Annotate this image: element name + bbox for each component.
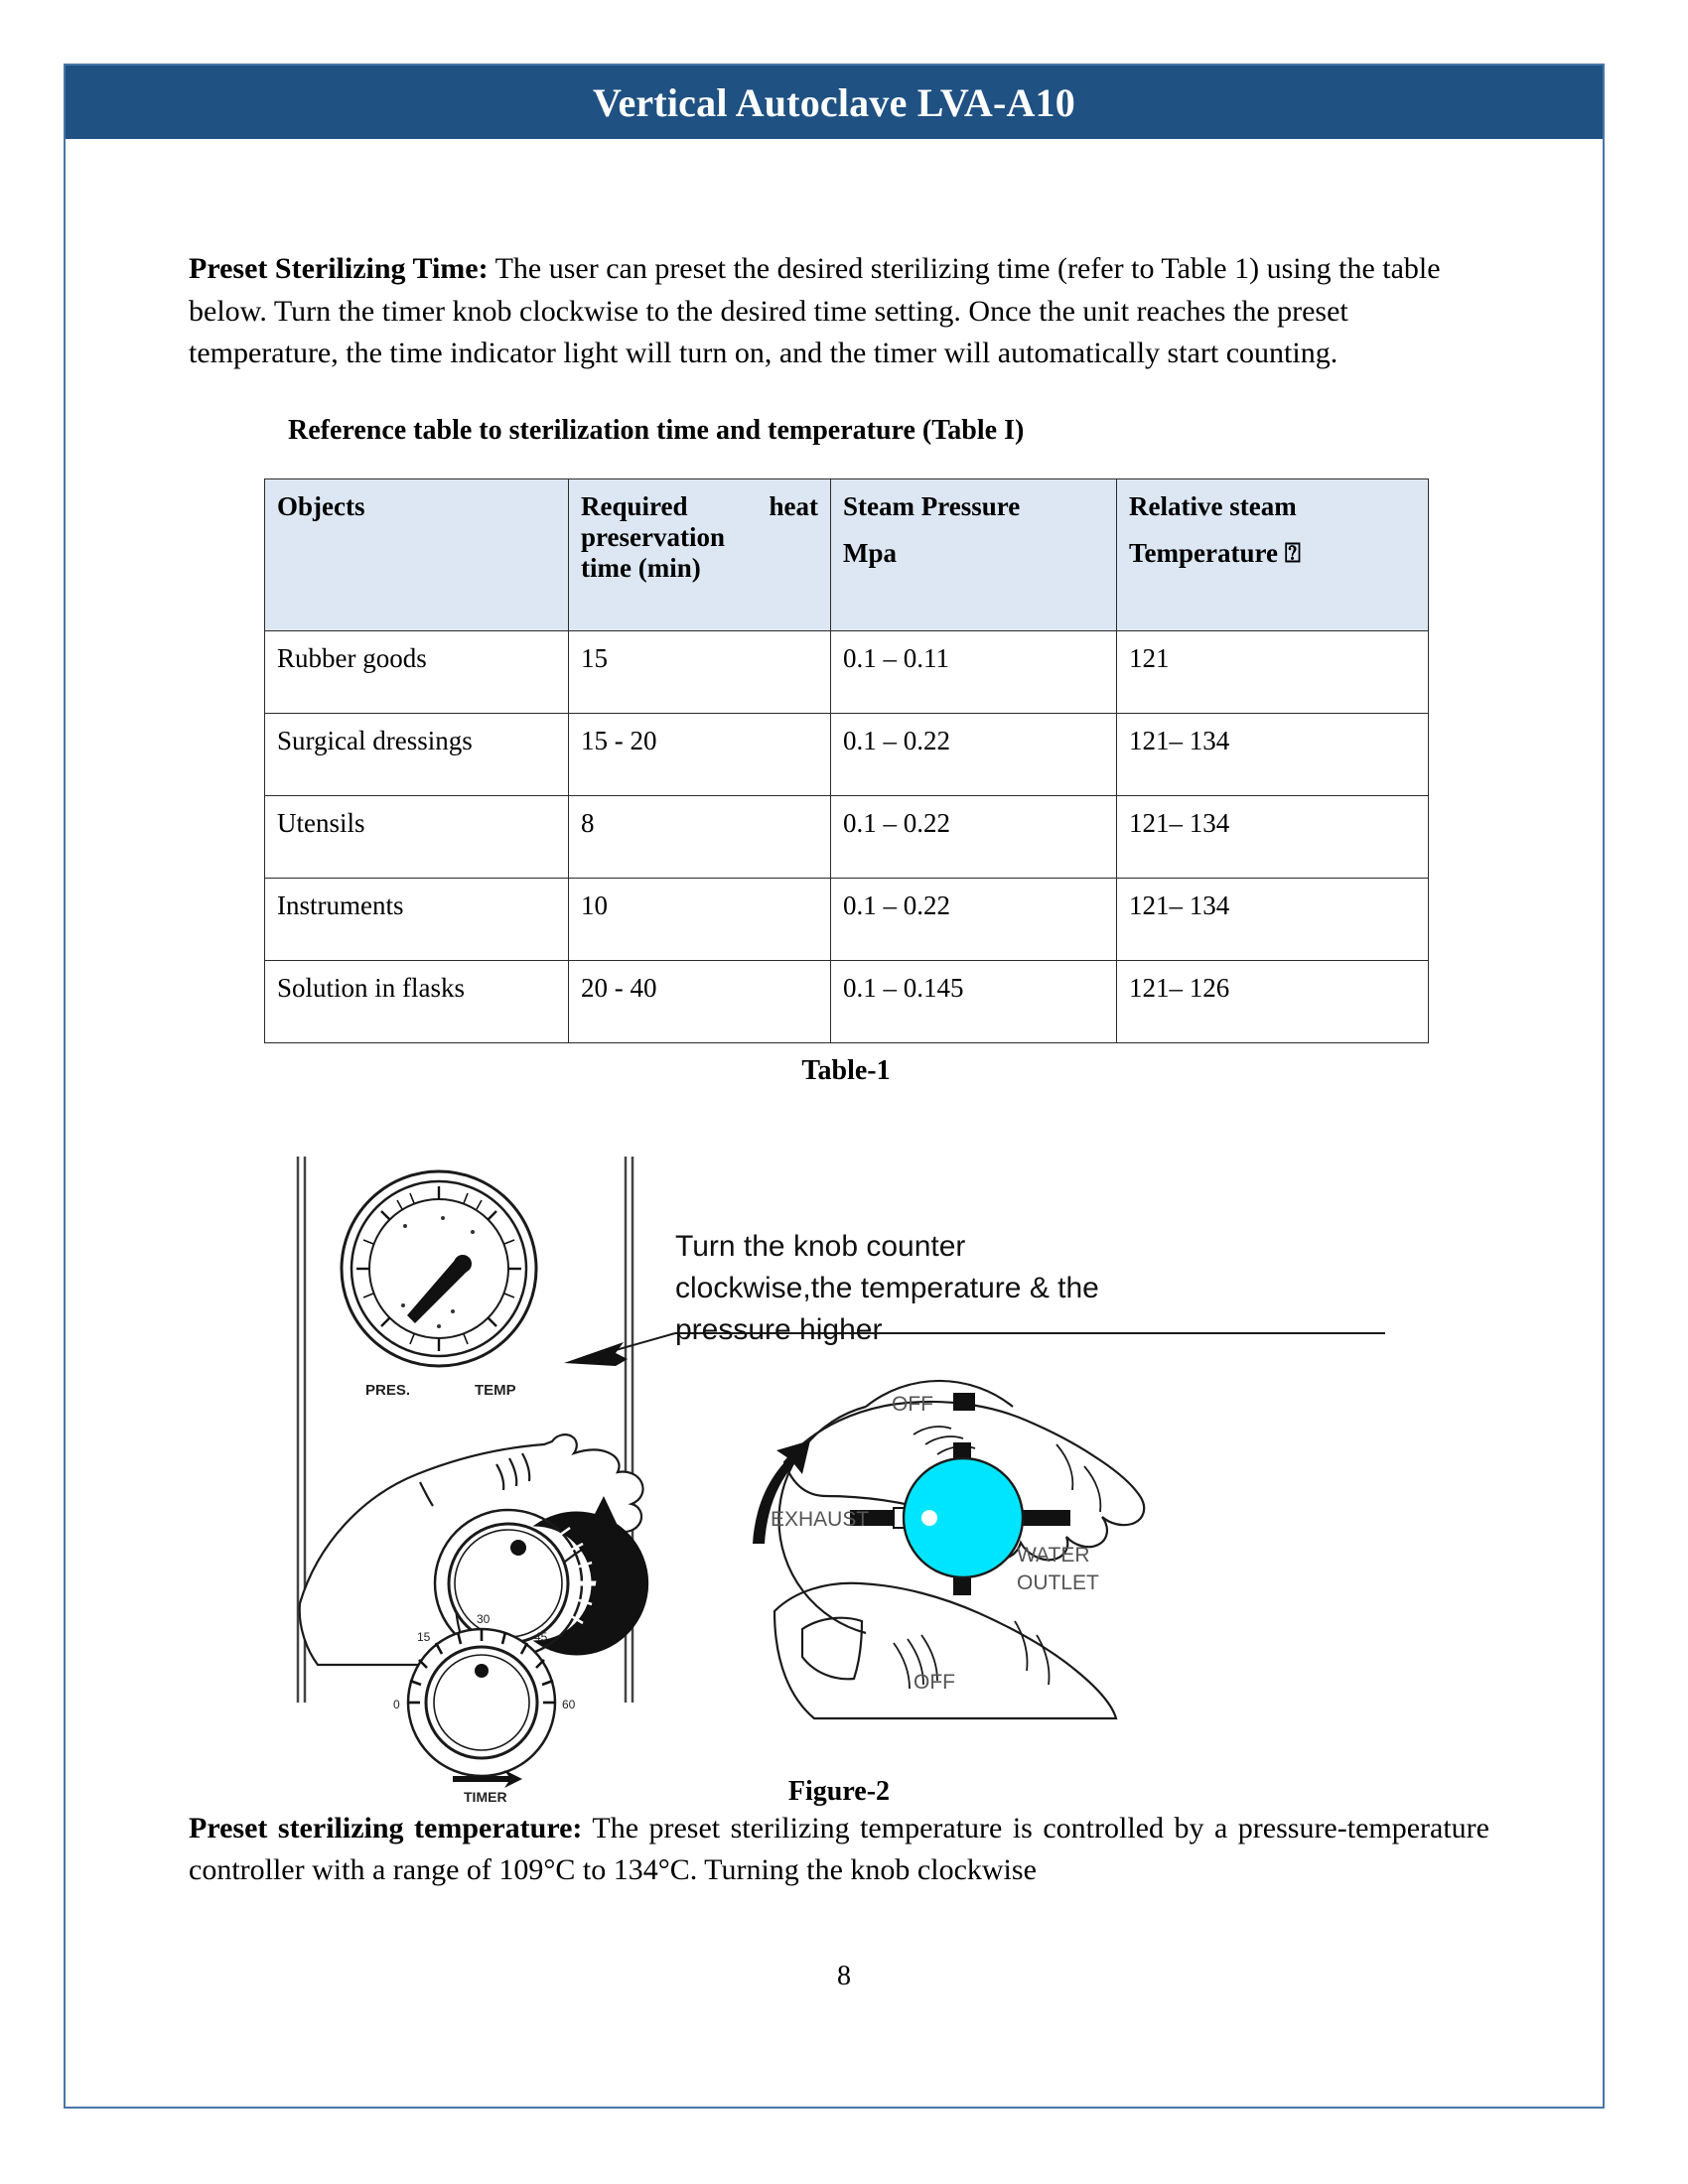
cell-temperature: 121– 126: [1117, 960, 1429, 1042]
cell-time: 10: [569, 878, 831, 960]
column-header-required-time-line2: preservation: [581, 521, 725, 552]
cell-object: Rubber goods: [265, 630, 569, 713]
closing-body-text: The preset sterilizing temperature is controlled by a pressure-temperature controller with a range of 109°C to 134°C. Turning the knob clockwise: [189, 1811, 1489, 1887]
cell-object: Utensils: [265, 795, 569, 878]
cell-time: 8: [569, 795, 831, 878]
column-header-required-time: [569, 478, 831, 630]
document-header-band: [66, 66, 1603, 139]
column-header-steam-pressure-line2: Mpa: [843, 537, 897, 568]
callout-text-line2: clockwise,the temperature & the: [675, 1271, 1099, 1304]
cell-pressure: 0.1 – 0.22: [831, 713, 1117, 795]
page-number: 8: [837, 1961, 851, 1991]
column-header-required-time-line3: time (min): [581, 552, 701, 583]
table-row: [265, 713, 1429, 795]
timer-label: TIMER: [464, 1788, 507, 1805]
valve-label-off-top: OFF: [892, 1392, 933, 1416]
cell-pressure: 0.1 – 0.11: [831, 630, 1117, 713]
svg-text:30: 30: [477, 1611, 491, 1626]
sterilization-reference-table: [264, 478, 1429, 1043]
figure-caption: Figure-2: [787, 1775, 891, 1807]
column-header-required-time-line1: Required heat: [581, 490, 818, 521]
cell-temperature: 121– 134: [1117, 878, 1429, 960]
reference-table-heading: Reference table to sterilization time and temperature (Table I): [288, 414, 1025, 446]
callout-arrowhead: [564, 1342, 628, 1366]
reference-table-wrapper: [264, 478, 1428, 1043]
svg-text:60: 60: [562, 1697, 576, 1711]
cell-time: 20 - 40: [569, 960, 831, 1042]
intro-body-text: The user can preset the desired sterilizing time (refer to Table 1) using the table below. Turn the timer knob clockwise to the desired time setting. Once the unit reaches the preset temperature, the time indicator light will turn on, and the timer will automatically start counting.: [189, 252, 1441, 370]
cell-pressure: 0.1 – 0.22: [831, 795, 1117, 878]
table-caption: Table-1: [801, 1054, 891, 1086]
svg-text:0: 0: [393, 1697, 400, 1711]
timer-knob-pointer-dot: [475, 1664, 489, 1678]
table-row: [265, 960, 1429, 1042]
cell-time: 15 - 20: [569, 713, 831, 795]
column-header-objects: [265, 478, 569, 630]
column-header-relative-temperature-line1: Relative steam: [1129, 490, 1297, 521]
cell-temperature: 121: [1117, 630, 1429, 713]
valve-label-water-outlet-line1: WATER: [1017, 1543, 1090, 1567]
valve-knob-indicator-dot: [921, 1510, 937, 1526]
table-row: [265, 878, 1429, 960]
table-row: [265, 795, 1429, 878]
cell-time: 15: [569, 630, 831, 713]
cell-pressure: 0.1 – 0.145: [831, 960, 1117, 1042]
cell-object: Instruments: [265, 878, 569, 960]
page-title: Vertical Autoclave LVA-A10: [593, 79, 1075, 125]
valve-selector-hand-illustration: [753, 1381, 1144, 1718]
closing-paragraph: [189, 1808, 1489, 1892]
table-header: [265, 478, 1429, 630]
table-header-row: [265, 478, 1429, 630]
column-header-objects-line1: Objects: [277, 490, 365, 521]
valve-label-exhaust: EXHAUST: [771, 1507, 870, 1531]
cell-object: Solution in flasks: [265, 960, 569, 1042]
closing-lead-label: Preset sterilizing temperature:: [189, 1811, 583, 1844]
intro-paragraph: [189, 248, 1489, 375]
pressure-temperature-gauge: [342, 1171, 536, 1366]
svg-text:15: 15: [417, 1629, 431, 1644]
table-row: [265, 630, 1429, 713]
timer-knob-assembly: [393, 1612, 576, 1776]
gauge-label-pressure: PRES.: [365, 1381, 411, 1399]
column-header-steam-pressure: [831, 478, 1117, 630]
cell-temperature: 121– 134: [1117, 713, 1429, 795]
gauge-label-temperature: TEMP: [475, 1381, 516, 1399]
cell-pressure: 0.1 – 0.22: [831, 878, 1117, 960]
column-header-relative-temperature: [1117, 478, 1429, 630]
intro-lead-label: Preset Sterilizing Time:: [189, 252, 489, 285]
document-content: [189, 248, 1489, 1892]
column-header-steam-pressure-line1: Steam Pressure: [843, 490, 1021, 521]
callout-text-line3: pressure higher: [675, 1312, 883, 1346]
svg-text:45: 45: [534, 1629, 548, 1644]
valve-label-off-bottom: OFF: [914, 1670, 955, 1694]
cell-object: Surgical dressings: [265, 713, 569, 795]
valve-label-water-outlet-line2: OUTLET: [1017, 1570, 1099, 1594]
callout-text-line1: Turn the knob counter: [675, 1229, 966, 1263]
cell-temperature: 121– 134: [1117, 795, 1429, 878]
knob-pointer-dot: [510, 1540, 526, 1556]
column-header-relative-temperature-line2: Temperature ⍰: [1129, 537, 1301, 568]
table-body: [265, 630, 1429, 1042]
